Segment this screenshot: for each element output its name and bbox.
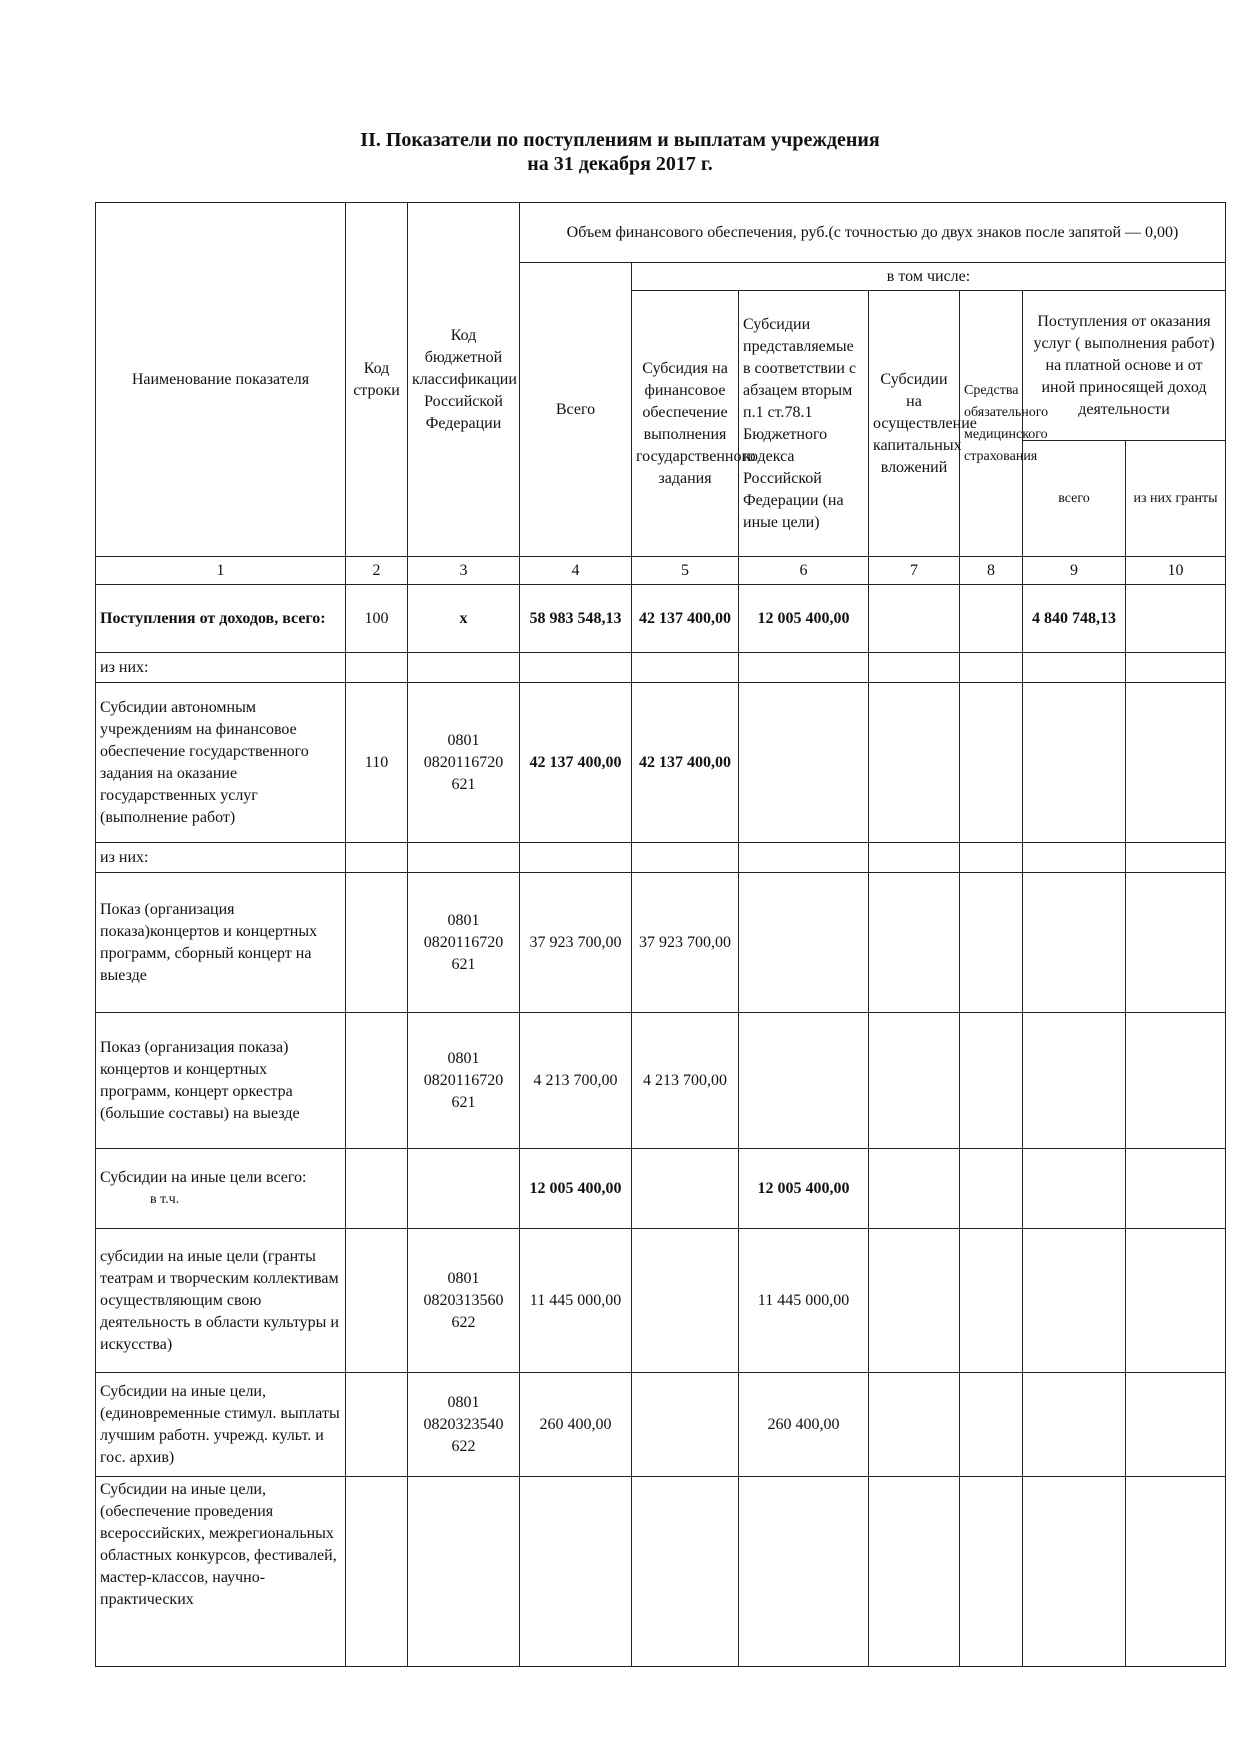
header-row-1 [96, 203, 1226, 263]
row-name: Поступления от доходов, всего: [96, 585, 346, 653]
row-other-purpose: 11 445 000,00 [739, 1229, 869, 1373]
row-kbk: 0801 0820116720 621 [408, 873, 520, 1013]
row-code: 110 [346, 683, 408, 843]
header-grants: из них гранты [1126, 441, 1226, 557]
row-total: 4 213 700,00 [520, 1013, 632, 1149]
row-total: 12 005 400,00 [520, 1149, 632, 1229]
row-other-purpose: 12 005 400,00 [739, 1149, 869, 1229]
header-capital-investment-subsidy: Субсидии на осуществление капитальных вложений [869, 291, 960, 557]
row-name: Субсидии автономным учреждениям на финансовое обеспечение государственного задания на оказание государственных услуг (выполнение работ) [96, 683, 346, 843]
row-kbk: 0801 0820116720 621 [408, 683, 520, 843]
column-number: 5 [632, 557, 739, 585]
table-row [96, 1373, 1226, 1477]
row-paid-total: 4 840 748,13 [1023, 585, 1126, 653]
column-number: 8 [960, 557, 1023, 585]
row-name-main: Субсидии на иные цели всего: [100, 1168, 307, 1186]
column-number: 2 [346, 557, 408, 585]
header-budget-classification: Код бюджетной классификации Российской Федерации [408, 203, 520, 557]
row-total: 42 137 400,00 [520, 683, 632, 843]
row-name: субсидии на иные цели (гранты театрам и творческим коллективам осуществляющим свою деятельность в области культуры и искусства) [96, 1229, 346, 1373]
row-name: Субсидии на иные цели, (обеспечение проведения всероссийских, межрегиональных областных конкурсов, фестивалей, мастер-классов, научно-практических [96, 1477, 346, 1667]
header-paid-services-revenue: Поступления от оказания услуг ( выполнения работ) на платной основе и от иной приносящей доход деятельности [1023, 291, 1226, 441]
table-row [96, 1013, 1226, 1149]
column-numbers-row [96, 557, 1226, 585]
row-name-sub: в т.ч. [150, 1191, 180, 1207]
header-other-purpose-subsidy: Субсидии представляемые в соответствии с абзацем вторым п.1 ст.78.1 Бюджетного кодекса Российской Федерации (на иные цели) [739, 291, 869, 557]
row-capital [869, 585, 960, 653]
column-number: 4 [520, 557, 632, 585]
document-title [0, 128, 1240, 176]
row-state-task: 42 137 400,00 [632, 585, 739, 653]
row-total: 260 400,00 [520, 1373, 632, 1477]
row-other-purpose: 12 005 400,00 [739, 585, 869, 653]
row-name [96, 1149, 346, 1229]
row-kbk: 0801 0820323540 622 [408, 1373, 520, 1477]
table-row [96, 585, 1226, 653]
table-row [96, 653, 1226, 683]
row-kbk: 0801 0820313560 622 [408, 1229, 520, 1373]
table-row [96, 1149, 1226, 1229]
header-medical-insurance-funds: Средства обязательного медицинского страхования [960, 291, 1023, 557]
title-line-2: на 31 декабря 2017 г. [527, 153, 713, 175]
column-number: 10 [1126, 557, 1226, 585]
row-total: 11 445 000,00 [520, 1229, 632, 1373]
row-state-task: 42 137 400,00 [632, 683, 739, 843]
column-number: 1 [96, 557, 346, 585]
row-name: Показ (организация показа) концертов и концертных программ, концерт оркестра (большие составы) на выезде [96, 1013, 346, 1149]
table-row [96, 873, 1226, 1013]
row-kbk: 0801 0820116720 621 [408, 1013, 520, 1149]
table-row [96, 683, 1226, 843]
indicators-table [95, 202, 1226, 1667]
table-row [96, 843, 1226, 873]
row-grants [1126, 585, 1226, 653]
header-paid-total: всего [1023, 441, 1126, 557]
table-container [95, 202, 1218, 1674]
row-state-task: 37 923 700,00 [632, 873, 739, 1013]
row-medical [960, 585, 1023, 653]
header-financial-volume: Объем финансового обеспечения, руб.(с точностью до двух знаков после запятой — 0,00) [520, 203, 1226, 263]
row-other-purpose: 260 400,00 [739, 1373, 869, 1477]
column-number: 9 [1023, 557, 1126, 585]
table-row [96, 1477, 1226, 1667]
row-code: 100 [346, 585, 408, 653]
row-name: Субсидии на иные цели, (единовременные стимул. выплаты лучшим работн. учрежд. культ. и гос. архив) [96, 1373, 346, 1477]
row-name: из них: [96, 653, 346, 683]
row-state-task: 4 213 700,00 [632, 1013, 739, 1149]
column-number: 3 [408, 557, 520, 585]
header-including: в том числе: [632, 263, 1226, 291]
row-kbk: x [408, 585, 520, 653]
table-row [96, 1229, 1226, 1373]
row-total: 37 923 700,00 [520, 873, 632, 1013]
column-number: 7 [869, 557, 960, 585]
title-line-1: II. Показатели по поступлениям и выплатам учреждения [360, 129, 880, 151]
header-total: Всего [520, 263, 632, 557]
row-total: 58 983 548,13 [520, 585, 632, 653]
row-name: Показ (организация показа)концертов и концертных программ, сборный концерт на выезде [96, 873, 346, 1013]
column-number: 6 [739, 557, 869, 585]
header-state-task-subsidy: Субсидия на финансовое обеспечение выполнения государственного задания [632, 291, 739, 557]
header-row-code: Код строки [346, 203, 408, 557]
header-indicator-name: Наименование показателя [96, 203, 346, 557]
row-name: из них: [96, 843, 346, 873]
